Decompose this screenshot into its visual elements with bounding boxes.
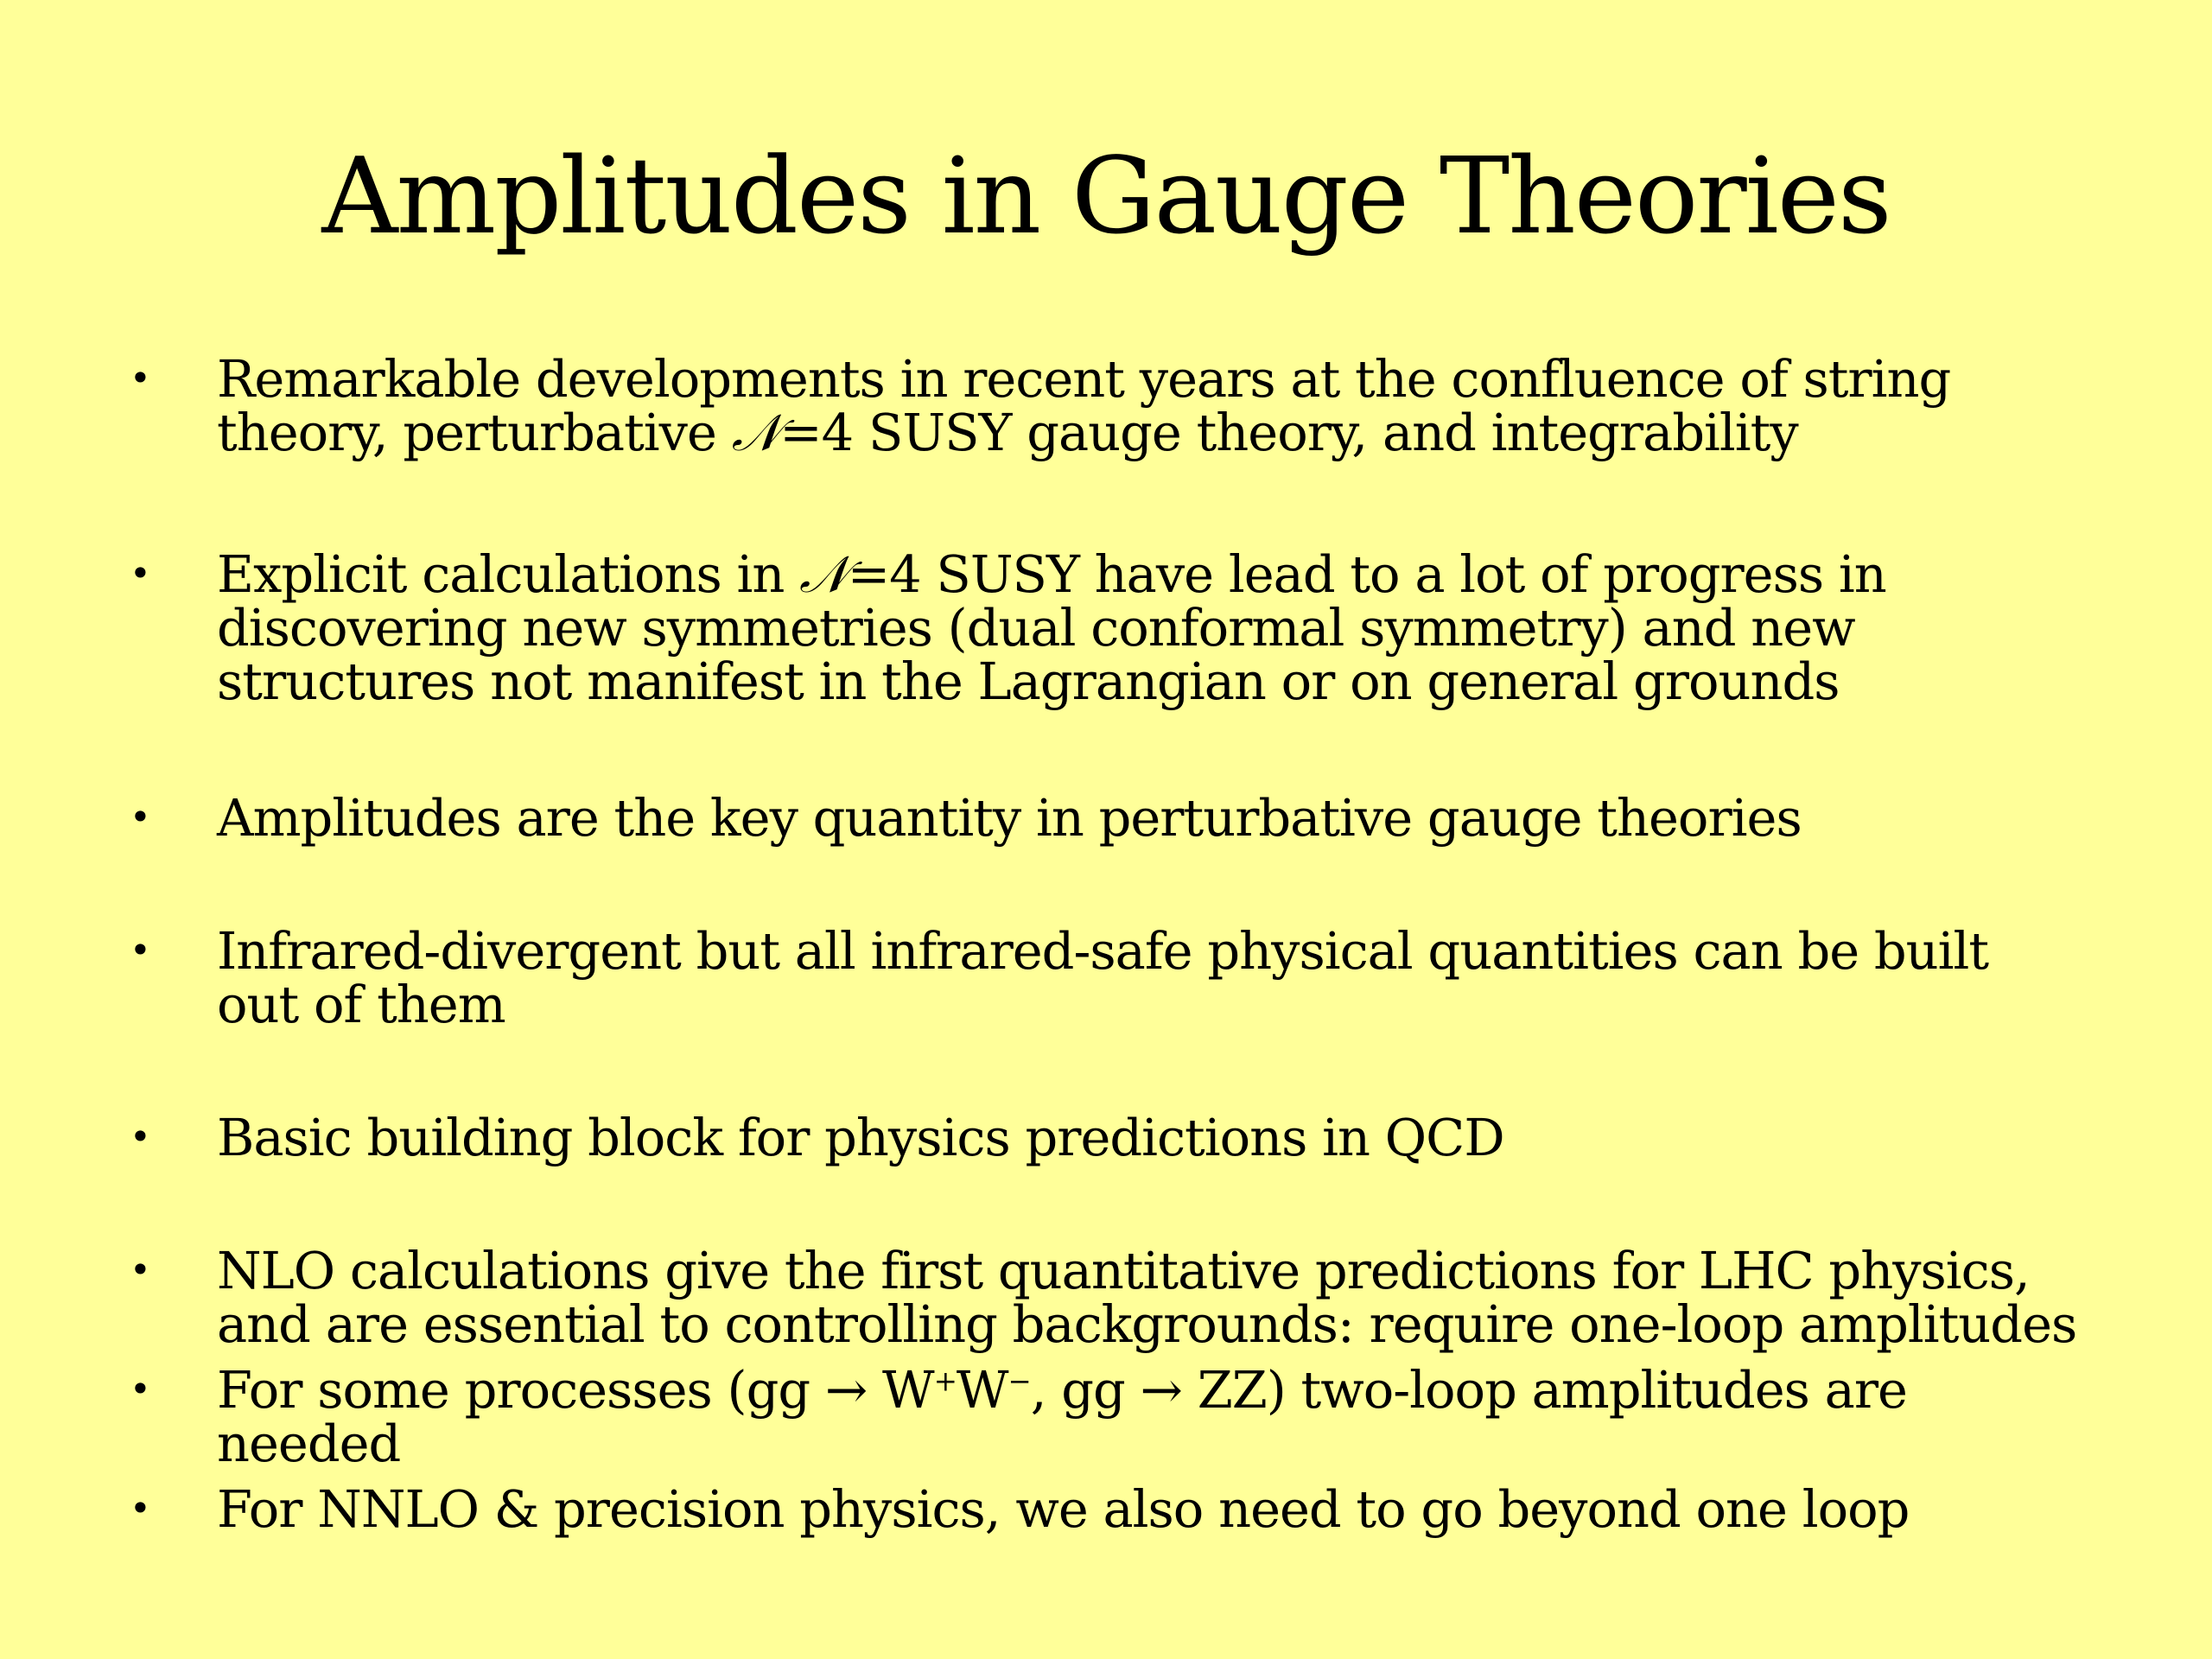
bullet-marker: • — [130, 929, 150, 971]
bullet-text: Basic building block for physics predictions in QCD — [217, 1108, 1504, 1167]
bullet-text: Remarkable developments in recent years at the confluence of string theory, perturbative 𝒩=4 SUSY gauge theory, and integrability — [217, 349, 1951, 462]
script-n-symbol: 𝒩 — [799, 544, 848, 604]
bullet-item-8 — [130, 1479, 2117, 1539]
bullet-text: Infrared-divergent but all infrared-safe physical quantities can be built out of them — [217, 921, 1989, 1034]
bullet-text: For some processes (gg → W+W−, gg → ZZ) two-loop amplitudes are needed — [217, 1360, 1907, 1473]
script-n-symbol: 𝒩 — [731, 402, 780, 462]
bullet-item-4 — [130, 921, 2117, 1034]
bullet-text: Explicit calculations in 𝒩=4 SUSY have lead to a lot of progress in discovering new symmetries (dual conformal symmetry) and new structures not manifest in the Lagrangian or on general grounds — [217, 544, 1886, 711]
bullet-text: Amplitudes are the key quantity in perturbative gauge theories — [217, 788, 1802, 848]
bullet-marker: • — [130, 1116, 150, 1158]
bullet-text: For NNLO & precision physics, we also need to go beyond one loop — [217, 1479, 1910, 1539]
bullet-marker: • — [130, 1249, 150, 1291]
bullet-item-6 — [130, 1241, 2117, 1354]
bullet-item-5 — [130, 1108, 2117, 1167]
bullet-text: NLO calculations give the first quantitative predictions for LHC physics, and are essential to controlling backgrounds: require one-loop amplitudes — [217, 1241, 2077, 1354]
bullet-marker: • — [130, 552, 150, 594]
slide-title: Amplitudes in Gauge Theories — [321, 135, 1891, 257]
bullet-item-2 — [130, 544, 2117, 711]
bullet-item-7 — [130, 1360, 2117, 1473]
bullet-item-3 — [130, 788, 2117, 848]
bullet-marker: • — [130, 357, 150, 399]
bullet-marker: • — [130, 1368, 150, 1410]
bullet-item-1 — [130, 349, 2117, 462]
bullet-marker: • — [130, 796, 150, 838]
bullet-marker: • — [130, 1487, 150, 1529]
